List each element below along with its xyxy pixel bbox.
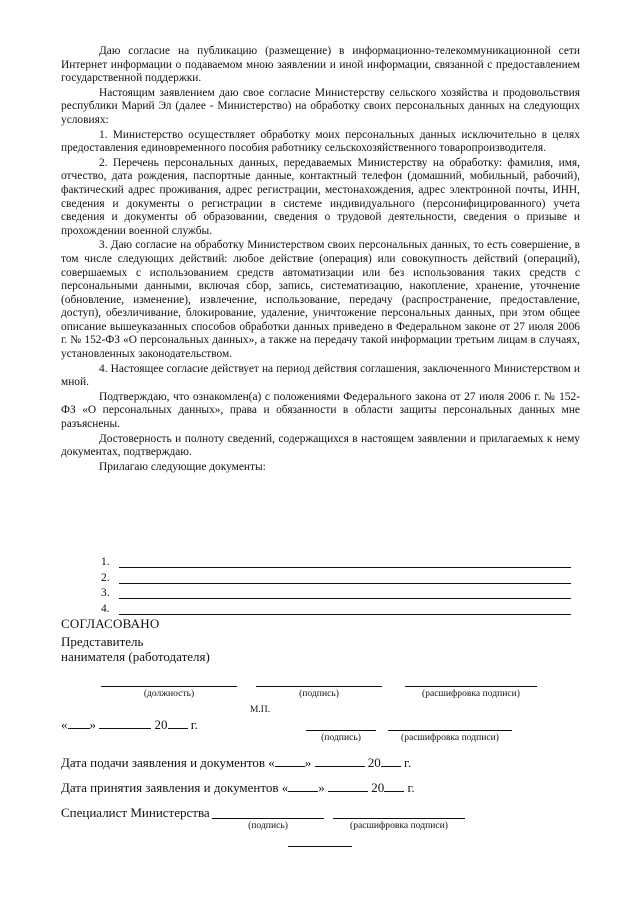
paragraph-attachments-intro: Прилагаю следующие документы: bbox=[99, 460, 266, 473]
agreed-title: СОГЛАСОВАНО bbox=[61, 616, 160, 631]
acceptance-date-row bbox=[61, 779, 415, 796]
document-line bbox=[119, 583, 571, 584]
submission-year-prefix: 20 bbox=[367, 755, 381, 770]
acceptance-day-blank bbox=[288, 779, 318, 792]
paragraph-condition-3: 3. Даю согласие на обработку Министерством своих персональных данных, то есть совершение, в том числе следующих действий: любое действие (операция) или совокупность действий (операций), совершаемых с использованием средств автоматизации или без использования таких средств с персональными данными, включая сбор, запись, систематизацию, накопление, хранение, уточнение (обновление, изменение), извлечение, использование, передачу (распространение, предоставление, доступ), обезличивание, блокирование, удаление, уничтожение персональных данных, при этом общее описание вышеуказанных способов обработки данных приведено в Федеральном законе от 27 июля 2006 г. № 152-ФЗ «О персональных данных», а также на передачу такой информации третьим лицам в случаях, установленных законодательством. bbox=[61, 239, 580, 361]
document-line bbox=[119, 567, 571, 568]
decoding-caption-2: (расшифровка подписи) bbox=[401, 732, 499, 743]
signature-caption-2: (подпись) bbox=[321, 732, 361, 743]
paragraph-condition-4: 4. Настоящее согласие действует на период действия соглашения, заключенного Министерством и мной. bbox=[61, 362, 580, 389]
paragraph-condition-1: 1. Министерство осуществляет обработку моих персональных данных исключительно в целях предоставления единовременного пособия работнику сельскохозяйственного товаропроизводителя. bbox=[61, 128, 580, 155]
position-caption: (должность) bbox=[143, 688, 195, 699]
specialist-label: Специалист Министерства bbox=[61, 805, 210, 820]
decoding-caption: (расшифровка подписи) bbox=[422, 688, 520, 699]
document-line bbox=[119, 598, 571, 599]
acceptance-year-blank bbox=[384, 779, 404, 792]
decoding-line bbox=[405, 686, 537, 687]
submission-year-blank bbox=[381, 754, 401, 767]
acceptance-suffix: г. bbox=[407, 780, 415, 795]
footer-divider bbox=[288, 846, 352, 847]
paragraph-confirmation: Подтверждаю, что ознакомлен(а) с положениями Федерального закона от 27 июля 2006 г. № 152-ФЗ «О персональных данных», права и обязанности в области защиты персональных данных мне разъяснены. bbox=[61, 390, 580, 431]
specialist-decoding-caption: (расшифровка подписи) bbox=[350, 820, 448, 831]
employer-label: нанимателя (работодателя) bbox=[61, 649, 210, 664]
date-quote-close: » bbox=[89, 717, 96, 732]
position-line bbox=[101, 686, 237, 687]
document-number: 3. bbox=[101, 587, 110, 600]
acceptance-month-blank bbox=[328, 779, 368, 792]
consent-text bbox=[61, 45, 580, 474]
date-quote-open: « bbox=[61, 717, 68, 732]
document-line bbox=[119, 614, 571, 615]
date-row bbox=[61, 716, 198, 733]
document-number: 1. bbox=[101, 556, 110, 568]
signature-line-2 bbox=[306, 730, 376, 731]
submission-quote-close: » bbox=[304, 755, 312, 770]
document-number: 4. bbox=[101, 602, 110, 615]
paragraph-publication: Даю согласие на публикацию (размещение) в информационно-телекоммуникационной сети Интернет информации о подаваемом мною заявлении и иной информации, связанной с предоставлением государственной поддержки. bbox=[61, 45, 580, 85]
attached-documents-list bbox=[101, 556, 571, 618]
month-blank bbox=[99, 716, 151, 729]
document-entry bbox=[101, 587, 571, 603]
submission-day-blank bbox=[275, 754, 305, 767]
decoding-line-2 bbox=[388, 730, 512, 731]
date-suffix: г. bbox=[190, 717, 198, 732]
paragraph-condition-2: 2. Перечень персональных данных, передаваемых Министерству на обработку: фамилия, имя, отчество, дата рождения, паспортные данные, контактный телефон (домашний, мобильный, рабочий), фактический адрес проживания, адрес регистрации, местонахождения, адрес электронной почты, ИНН, сведения и документы о регистрации в системе индивидуального (персонифицированного) учета сведения и документы об образовании, сведения о трудовой деятельности, сведения о призыве и прохождении военной службы. bbox=[61, 156, 580, 237]
document-entry bbox=[101, 572, 571, 588]
submission-suffix: г. bbox=[404, 755, 412, 770]
document-entry bbox=[101, 556, 571, 572]
day-blank bbox=[68, 716, 90, 729]
specialist-decoding-line bbox=[333, 818, 465, 819]
submission-month-blank bbox=[315, 754, 365, 767]
date-year-prefix: 20 bbox=[154, 717, 168, 732]
paragraph-reliability: Достоверность и полноту сведений, содержащихся в настоящем заявлении и прилагаемых к нему документах, подтверждаю. bbox=[61, 432, 580, 459]
paragraph-consent-intro: Настоящим заявлением даю свое согласие Министерству сельского хозяйства и продовольствия республики Марий Эл (далее - Министерство) на обработку своих персональных данных на следующих условиях: bbox=[61, 86, 580, 126]
specialist-signature-line bbox=[212, 818, 324, 819]
acceptance-year-prefix: 20 bbox=[371, 780, 385, 795]
stamp-label: М.П. bbox=[249, 704, 271, 715]
submission-date-label: Дата подачи заявления и документов « bbox=[61, 755, 275, 770]
representative-label: Представитель bbox=[61, 634, 144, 649]
acceptance-quote-close: » bbox=[318, 780, 325, 795]
specialist-signature-caption: (подпись) bbox=[248, 820, 288, 831]
acceptance-date-label: Дата принятия заявления и документов « bbox=[61, 780, 289, 795]
signature-caption: (подпись) bbox=[299, 688, 339, 699]
signature-line bbox=[256, 686, 382, 687]
document-number: 2. bbox=[101, 571, 110, 584]
year-blank bbox=[168, 716, 188, 729]
agreed-block bbox=[61, 616, 210, 664]
submission-date-row bbox=[61, 754, 411, 771]
